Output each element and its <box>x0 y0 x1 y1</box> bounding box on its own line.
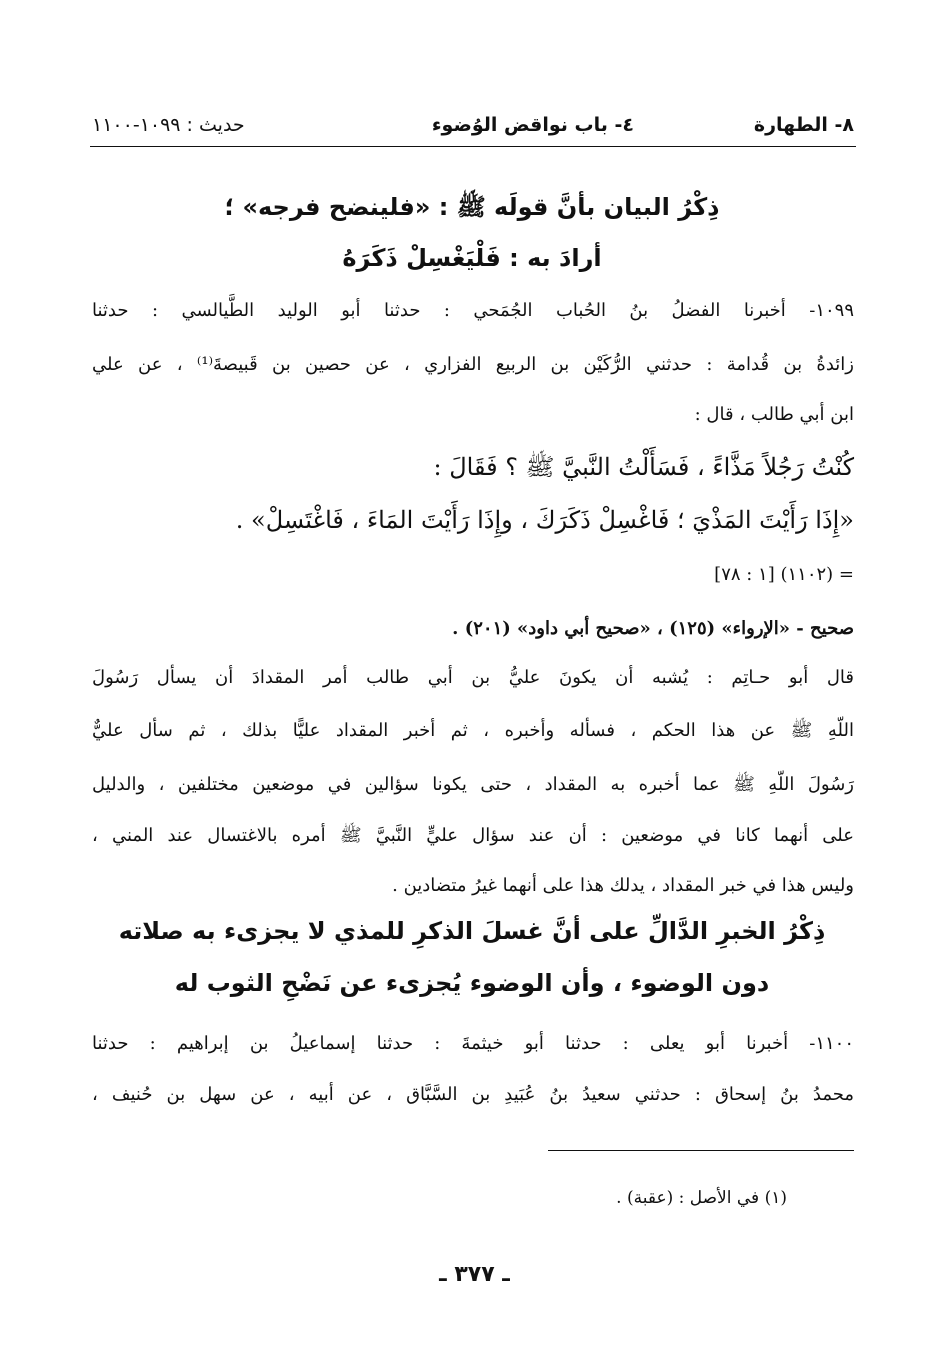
page-number: ـ ٣٧٧ ـ <box>439 1262 510 1287</box>
commentary-line-4: على أنهما كانا في موضعين : أن عند سؤال عليٍّ النَّبيَّ ﷺ أمره بالاغتسال عند المني ، <box>92 825 854 846</box>
section-heading-2-line-2: دون الوضوء ، وأن الوضوء يُجزىء عن نَضْحِ الثوب له <box>174 969 770 997</box>
section-heading-1-line-1: ذِكْرُ البيان بأنَّ قولَه ﷺ : «فلينضح فرجه» ؛ <box>224 193 720 221</box>
chapter-title: ٨- الطهارة <box>753 114 854 136</box>
hadith-1099-cross-reference: = (١١٠٢) [١ : ٧٨] <box>714 564 854 585</box>
hadith-range: حديث : ١٠٩٩-١١٠٠ <box>92 114 245 136</box>
hadith-1099-grading: صحيح - «الإرواء» (١٢٥) ، «صحيح أبي داود» (٢٠١) . <box>452 618 854 639</box>
section-heading-2-line-1: ذِكْرُ الخبرِ الدَّالِّ على أنَّ غسلَ الذكرِ للمذي لا يجزىء به صلاته <box>118 917 826 945</box>
section-title: ٤- باب نواقض الوُضوء <box>431 114 634 136</box>
hadith-1099-matn-line-1: كُنْتُ رَجُلاً مَذَّاءً ، فَسَأَلْتُ النَّبيَّ ﷺ ؟ فَقَالَ : <box>433 453 854 481</box>
commentary-line-3: رَسُولَ اللّهِ ﷺ عما أخبره به المقداد ، حتى يكونا سؤالين في موضعين مختلفين ، والدليل <box>92 774 854 795</box>
commentary-line-1: قال أبو حـاتِم : يُشبه أن يكونَ عليُّ بن أبي طالب أمر المقدادَ أن يسأل رَسُولَ <box>92 667 854 688</box>
footnote-divider <box>548 1150 854 1151</box>
hadith-1099-isnad-line-3: ابن أبي طالب ، قال : <box>694 404 854 425</box>
section-heading-1-line-2: أرادَ به : فَلْيَغْسِلْ ذَكَرَهُ <box>342 244 602 272</box>
commentary-line-2: اللّهِ ﷺ عن هذا الحكم ، فسأله وأخبره ، ثم أخبر المقداد عليًّا بذلك ، ثم سأل عليٌّ <box>92 720 854 741</box>
hadith-1100-isnad-line-2: محمدُ بنُ إسحاق : حدثني سعيدُ بنُ عُبَيدِ بن السَّبَّاق ، عن أبيه ، عن سهل بن حُنيف ، <box>92 1084 854 1105</box>
footnote: (١) في الأصل : (عقبة) . <box>616 1188 787 1208</box>
hadith-1099-matn-line-2: «إِذَا رَأَيْتَ المَذْيَ ؛ فَاغْسِلْ ذَكَرَكَ ، وإِذَا رَأَيْتَ المَاءَ ، فَاغْتَسِلْ» . <box>235 506 854 534</box>
running-header <box>92 110 854 144</box>
commentary-line-5: وليس هذا في خبر المقداد ، يدلك هذا على أنهما غيرُ متضادين . <box>392 875 854 896</box>
header-divider <box>90 146 856 147</box>
hadith-1100-isnad-line-1: ١١٠٠- أخبرنا أبو يعلى : حدثنا أبو خيثمةَ : حدثنا إسماعيلُ بن إبراهيم : حدثنا <box>92 1033 854 1054</box>
hadith-1099-isnad-line-1: ١٠٩٩- أخبرنا الفضلُ بنُ الحُباب الجُمَحي : حدثنا أبو الوليد الطَّيالسي : حدثنا <box>92 300 854 321</box>
hadith-1099-isnad-line-2: زائدةُ بن قُدامة : حدثني الرُّكَيْن بن الربيع الفزاري ، عن حصين بن قَبيصةَ⁽¹⁾ ، عن علي <box>92 354 854 375</box>
